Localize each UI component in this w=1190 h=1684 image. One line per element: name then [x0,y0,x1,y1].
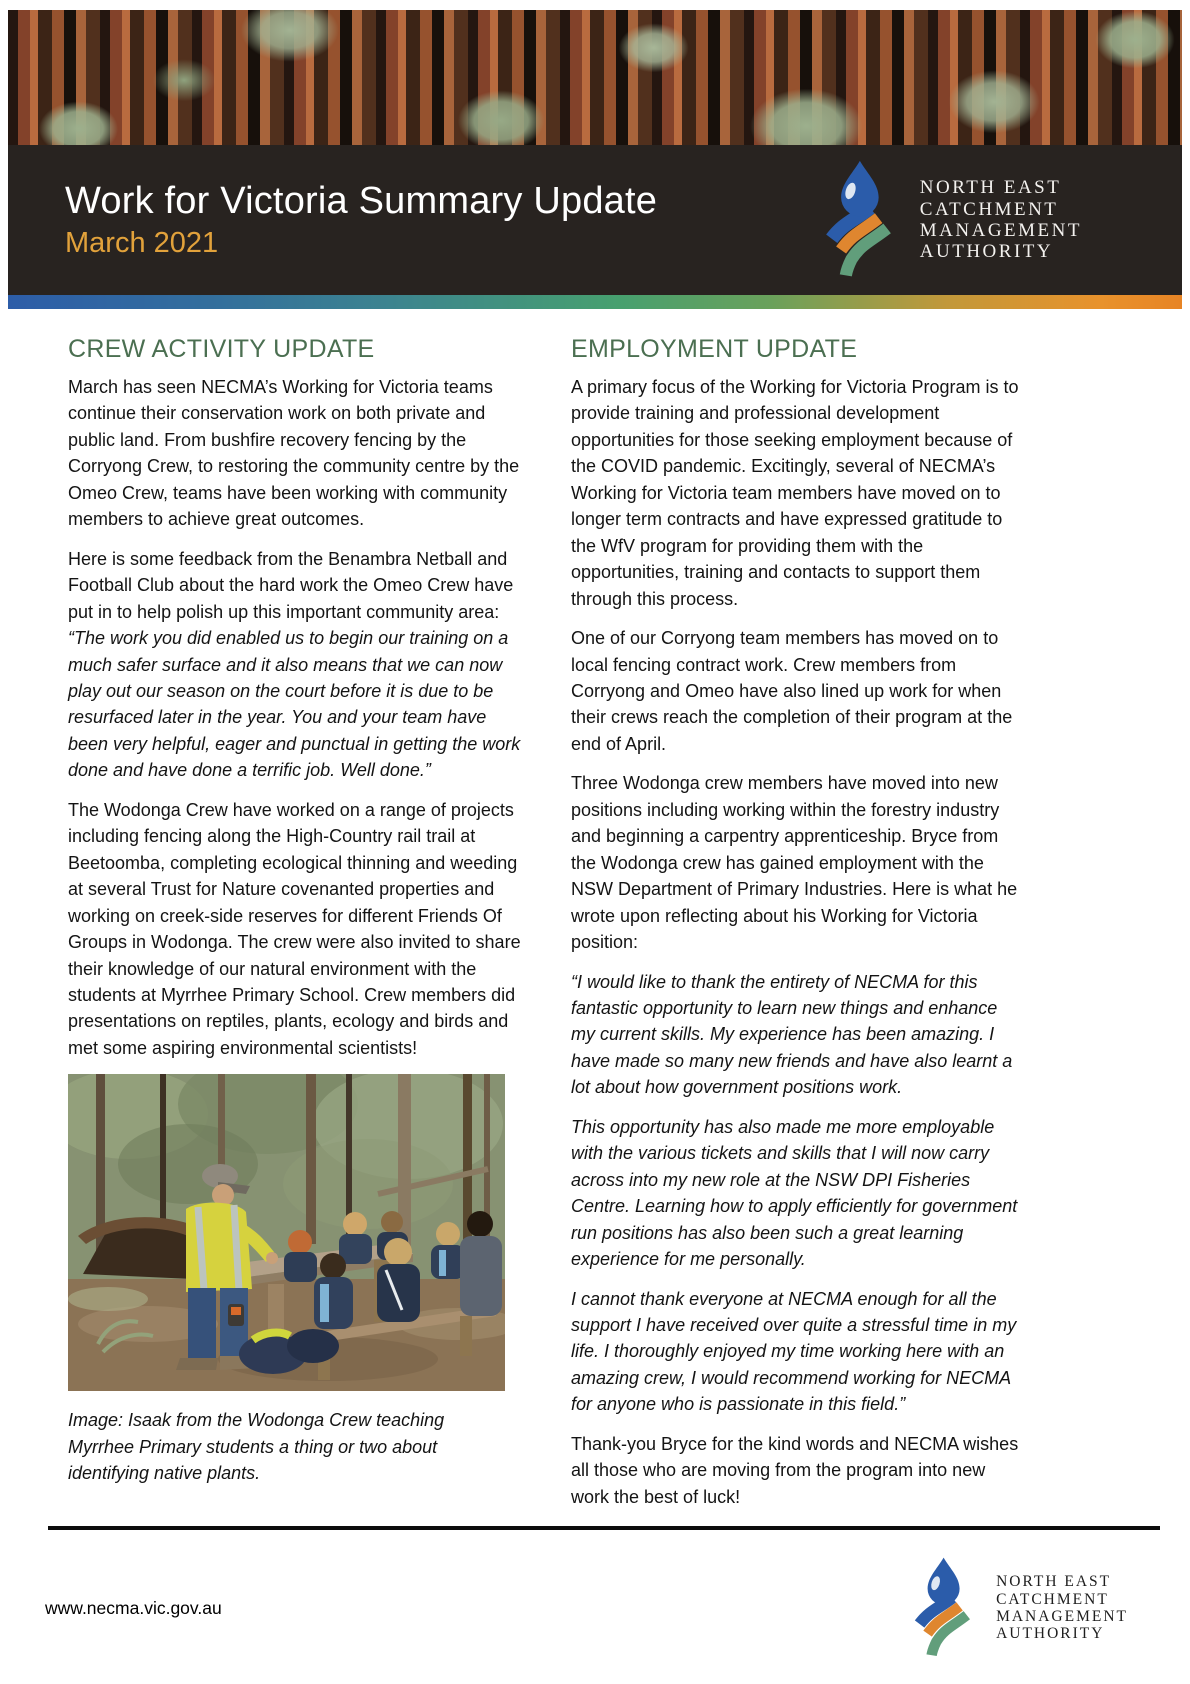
logo-line: AUTHORITY [919,241,1054,263]
crew-activity-heading: CREW ACTIVITY UPDATE [68,335,375,363]
newsletter-body [0,309,1190,1523]
crew-activity-section [68,335,523,1523]
crew-paragraph-2-intro: Here is some feedback from the Benambra Netball and Football Club about the hard work the Omeo Crew have put in to help polish up this important community area: [68,548,514,622]
employment-paragraph-2: One of our Corryong team members has moved on to local fencing contract work. Crew members from Corryong and Omeo have also lined up work for when their crews reach the completion of their program at the end of April. [571,628,1013,754]
gradient-divider [8,295,1182,309]
issue-date: March 2021 [65,227,219,259]
necma-logo-mark [806,159,910,281]
logo-line: NORTH EAST [996,1573,1112,1591]
photo-caption: Image: Isaak from the Wodonga Crew teaching Myrrhee Primary students a thing or two about identifying native plants. [68,1410,445,1484]
logo-line: MANAGEMENT [996,1608,1128,1625]
crew-paragraph-2 [68,546,523,784]
employment-section [571,335,1026,1523]
necma-logo-text [920,177,1082,262]
necma-footer-logo-text [996,1573,1128,1642]
crew-paragraph-1: March has seen NECMA’s Working for Victoria teams continue their conservation work on both private and public land. From bushfire recovery fencing by the Corryong Crew, to restoring the community centre by the Omeo Crew, teams have been working with community members to achieve great outcomes. [68,377,520,530]
logo-line: MANAGEMENT [919,220,1082,241]
bryce-quote-2: This opportunity has also made me more employable with the various tickets and skills that I will now carry across into my new role at the NSW DPI Fisheries Centre. Learning how to apply efficiently for government run positions has also been such a great learning experience for me personally. [571,1116,1018,1270]
crew-photo [68,1074,505,1391]
bryce-quote-3: I cannot thank everyone at NECMA enough for all the support I have received over quite a stressful time in my life. I thoroughly enjoyed my time working here with an amazing crew, I would recommend working for NECMA for anyone who is passionate in this field.” [571,1288,1017,1415]
logo-line: NORTH EAST [919,177,1062,199]
footer-row [0,1530,1190,1684]
masthead [8,145,1182,295]
logo-line: CATCHMENT [996,1590,1109,1608]
employment-paragraph-3: Three Wodonga crew members have moved into new positions including working within the forestry industry and beginning a carpentry apprenticeship. Bryce from the Wodonga crew has gained employment with the NSW Department of Primary Industries. Here is what he wrote upon reflecting about his Working for Victoria position: [571,773,1018,953]
logo-line: AUTHORITY [996,1625,1105,1643]
necma-footer-logo-mark [898,1556,986,1660]
necma-logo-footer [898,1556,1128,1660]
bryce-quote-1: “I would like to thank the entirety of NECMA for this fantastic opportunity to learn new things and enhance my current skills. My experience has been amazing. I have made so many new friends and have also learnt a lot about how government positions work. [571,971,1013,1098]
forest-banner-photo [8,10,1182,145]
website-link[interactable]: www.necma.vic.gov.au [45,1597,222,1618]
footer [0,1526,1190,1684]
crew-paragraph-3: The Wodonga Crew have worked on a range of projects including fencing along the High-Country rail trail at Beetoomba, completing ecological thinning and weeding at several Trust for Nature covenanted properties and working on creek-side reserves for different Friends Of Groups in Wodonga. The crew were also invited to share their knowledge of our natural environment with the students at Myrrhee Primary School. Crew members did presentations on reptiles, plants, ecology and birds and met some aspiring environmental scientists! [68,799,521,1058]
masthead-text [65,180,657,260]
necma-logo-header [806,159,1082,281]
employment-heading: EMPLOYMENT UPDATE [571,335,858,363]
benambra-club-quote: “The work you did enabled us to begin our training on a much safer surface and it also means that we can now play out our season on the court before it is due to be resurfaced later in the year. You and your team have been very helpful, eager and punctual in getting the work done and have done a terrific job. Well done.” [68,628,521,781]
employment-paragraph-1: A primary focus of the Working for Victoria Program is to provide training and professional development opportunities for those seeking employment because of the COVID pandemic. Excitingly, several of NECMA’s Working for Victoria team members have moved on to longer term contracts and have expressed gratitude to the WfV program for providing them with the opportunities, training and contacts to support them through this process. [571,377,1019,609]
crew-photo-figure [68,1074,523,1486]
logo-line: CATCHMENT [919,198,1059,220]
page-title: Work for Victoria Summary Update [65,180,658,222]
employment-paragraph-4: Thank-you Bryce for the kind words and NECMA wishes all those who are moving from the program into new work the best of luck! [571,1433,1019,1507]
